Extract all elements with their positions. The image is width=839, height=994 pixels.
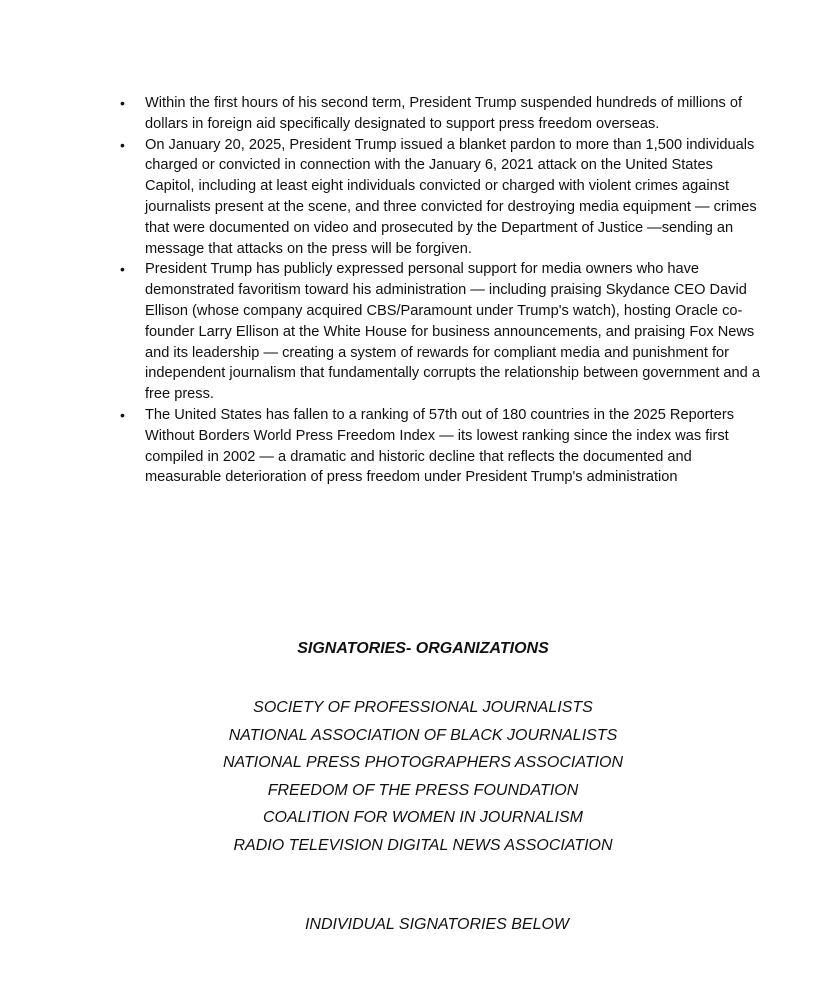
organization-name: COALITION FOR WOMEN IN JOURNALISM	[262, 809, 583, 827]
list-item	[120, 93, 760, 135]
individual-signatories-label: INDIVIDUAL SIGNATORIES BELOW	[304, 916, 570, 933]
organization-name: NATIONAL ASSOCIATION OF BLACK JOURNALISTS	[228, 726, 618, 744]
bullet-icon: •	[120, 136, 125, 153]
organization-name: FREEDOM OF THE PRESS FOUNDATION	[267, 781, 579, 799]
list-item	[120, 405, 760, 488]
organization-name: SOCIETY OF PROFESSIONAL JOURNALISTS	[253, 699, 593, 716]
bullet-text: Within the first hours of his second term, President Trump suspended hundreds of millions of dollars in foreign aid specifically designated to support press freedom overseas.	[145, 95, 743, 132]
list-item	[120, 135, 760, 260]
bullet-icon: •	[120, 261, 125, 278]
bullet-text: The United States has fallen to a ranking of 57th out of 180 countries in the 2025 Reporters Without Borders World Press Freedom Index — its lowest ranking since the index was first compiled in 2002 — a dramatic and historic decline that reflects the documented and measurable deterioration of press freedom under President Trump's administration	[145, 406, 734, 486]
bullet-icon: •	[120, 406, 125, 423]
bullet-list	[120, 93, 760, 488]
organizations-list	[0, 694, 839, 860]
bullet-icon: •	[120, 95, 125, 111]
bullet-text: President Trump has publicly expressed personal support for media owners who have demonstrated favoritism toward his administration — including praising Skydance CEO David Ellison (whose company acquired CBS/Paramount under Trump's watch), hosting Oracle co-founder Larry Ellison at the White House for business announcements, and praising Fox News and its leadership — creating a system of rewards for compliant media and punishment for independent journalism that fundamentally corrupts the relationship between government and a free press.	[145, 261, 760, 403]
bullet-text: On January 20, 2025, President Trump issued a blanket pardon to more than 1,500 individuals charged or convicted in connection with the January 6, 2021 attack on the United States Capitol, including at least eight individuals convicted or charged with violent crimes against journalists present at the scene, and three convicted for destroying media equipment — crimes that were documented on video and prosecuted by the Department of Justice —sending an message that attacks on the press will be forgiven.	[145, 136, 757, 257]
organization-name: NATIONAL PRESS PHOTOGRAPHERS ASSOCIATION	[222, 754, 624, 772]
list-item	[120, 259, 760, 405]
signatories-heading: SIGNATORIES- ORGANIZATIONS	[297, 640, 549, 657]
organization-name: RADIO TELEVISION DIGITAL NEWS ASSOCIATION	[233, 836, 613, 854]
